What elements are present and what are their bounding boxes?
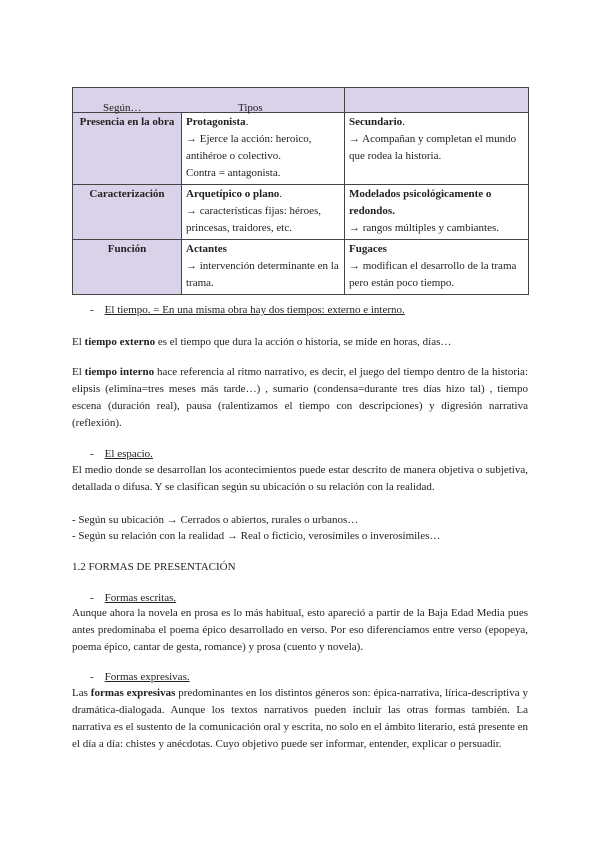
type-desc: → rangos múltiples y cambiantes. — [349, 222, 499, 234]
cell-type-2: Modelados psicológicamente o redondos. → rangos múltiples y cambiantes. — [345, 185, 529, 240]
type-title: Modelados psicológicamente o redondos — [349, 188, 492, 217]
paragraph-tiempo-interno — [72, 364, 528, 432]
table-row — [73, 113, 529, 185]
paragraph-espacio: El medio donde se desarrollan los acontecimientos puede estar descrito de manera objetiva o subjetiva, detallada o difusa. Y se clasifican según su ubicación o su relación con la realidad. — [72, 464, 528, 493]
term-tiempo-externo: tiempo externo — [84, 336, 156, 348]
header-cell — [73, 88, 345, 113]
text-rest: predominantes en los distintos géneros son: épica-narrativa, lírica-descriptiva y dramática-dialogada. Aunque los textos narrativos pueden incluir las otras formas también. La narrativa es el sustento de la comunicación oral y escrita, no solo en el ámbito literario, está presente en el día a día: chistes y anécdotas. Cuyo objetivo puede ser informar, entender, explicar o persuadir. — [72, 687, 528, 750]
paragraph-expresivas — [72, 685, 528, 753]
type-desc: Contra = antagonista. — [186, 167, 281, 179]
section-heading: 1.2 FORMAS DE PRESENTACIÓN — [72, 561, 236, 573]
bullet-dash: - — [90, 671, 94, 683]
text-rest: es el tiempo que dura la acción o historia, se mide en horas, días… — [155, 336, 452, 348]
header-segun: Según… — [103, 102, 142, 114]
cell-type-1: Arquetípico o plano. → características fijas: héroes, princesas, traidores, etc. — [182, 185, 345, 240]
characters-table — [72, 87, 529, 295]
type-title: Fugaces — [349, 243, 387, 255]
bullet-tiempo-text: El tiempo. = En una misma obra hay dos tiempos: externo e interno. — [104, 304, 405, 316]
text-rest: hace referencia al ritmo narrativo, es decir, el juego del tiempo dentro de la historia: elipsis (elimina=tres meses más tarde…) , sumario (condensa=durante tres días hizo tal) , tiempo escena (duración real), pausa (ralentizamos el tiempo con descripciones) y digresión narrativa (reflexión). — [72, 366, 529, 429]
cell-type-2: Secundario. → Acompañan y completan el mundo que rodea la historia. — [345, 113, 529, 185]
type-desc: → intervención determinante en la trama. — [186, 260, 339, 289]
text-lead: Las — [72, 687, 91, 699]
table-header-row — [73, 88, 529, 113]
bullet-dash: - — [90, 448, 94, 460]
type-desc: → características fijas: héroes, princesas, traidores, etc. — [186, 205, 321, 234]
bullet-dash: - — [90, 592, 94, 604]
cell-type-1: Protagonista. → Ejerce la acción: heroico, antihéroe o colectivo. Contra = antagonista. — [182, 113, 345, 185]
bullet-escritas-text: Formas escritas. — [104, 592, 177, 604]
type-desc: → Ejerce la acción: heroico, antihéroe o colectivo. — [186, 133, 312, 162]
table-row — [73, 185, 529, 240]
list-item-ubicacion: - Según su ubicación → Cerrados o abiertos, rurales o urbanos… — [72, 514, 359, 526]
bullet-dash: - — [90, 304, 94, 316]
list-item-realidad: - Según su relación con la realidad → Real o ficticio, verosímiles o inverosímiles… — [72, 530, 441, 542]
type-desc: → modifican el desarrollo de la trama pero están poco tiempo. — [349, 260, 517, 289]
header-empty — [345, 88, 529, 113]
bullet-expresivas — [90, 669, 190, 686]
row-label: Presencia en la obra — [73, 113, 182, 185]
row-label: Función — [73, 240, 182, 295]
term-tiempo-interno: tiempo interno — [84, 366, 155, 378]
type-title: Actantes — [186, 243, 227, 255]
paragraph-tiempo-externo — [72, 334, 528, 351]
header-tipos: Tipos — [238, 102, 263, 114]
table-row — [73, 240, 529, 295]
type-desc: → Acompañan y completan el mundo que rodea la historia. — [349, 133, 517, 162]
paragraph-escritas: Aunque ahora la novela en prosa es lo más habitual, esto apareció a partir de la Baja Edad Media pues antes predominaba el poema épico desarrollado en verso. Por eso diferenciamos entre verso (epopeya, poema épico, cantar de gesta, romance) y prosa (cuento y novela). — [72, 607, 528, 653]
bullet-espacio — [90, 446, 153, 463]
type-title: Arquetípico o plano — [186, 188, 280, 200]
text-lead: El — [72, 336, 85, 348]
bullet-espacio-text: El espacio. — [104, 448, 153, 460]
term-formas-expresivas: formas expresivas — [90, 687, 176, 699]
bullet-tiempo — [90, 302, 405, 319]
row-label: Caracterización — [73, 185, 182, 240]
type-title: Protagonista — [186, 116, 246, 128]
text-lead: El — [72, 366, 85, 378]
cell-type-1 — [182, 240, 345, 295]
cell-type-2 — [345, 240, 529, 295]
bullet-expresivas-text: Formas expresivas. — [104, 671, 190, 683]
type-title: Secundario — [349, 116, 403, 128]
